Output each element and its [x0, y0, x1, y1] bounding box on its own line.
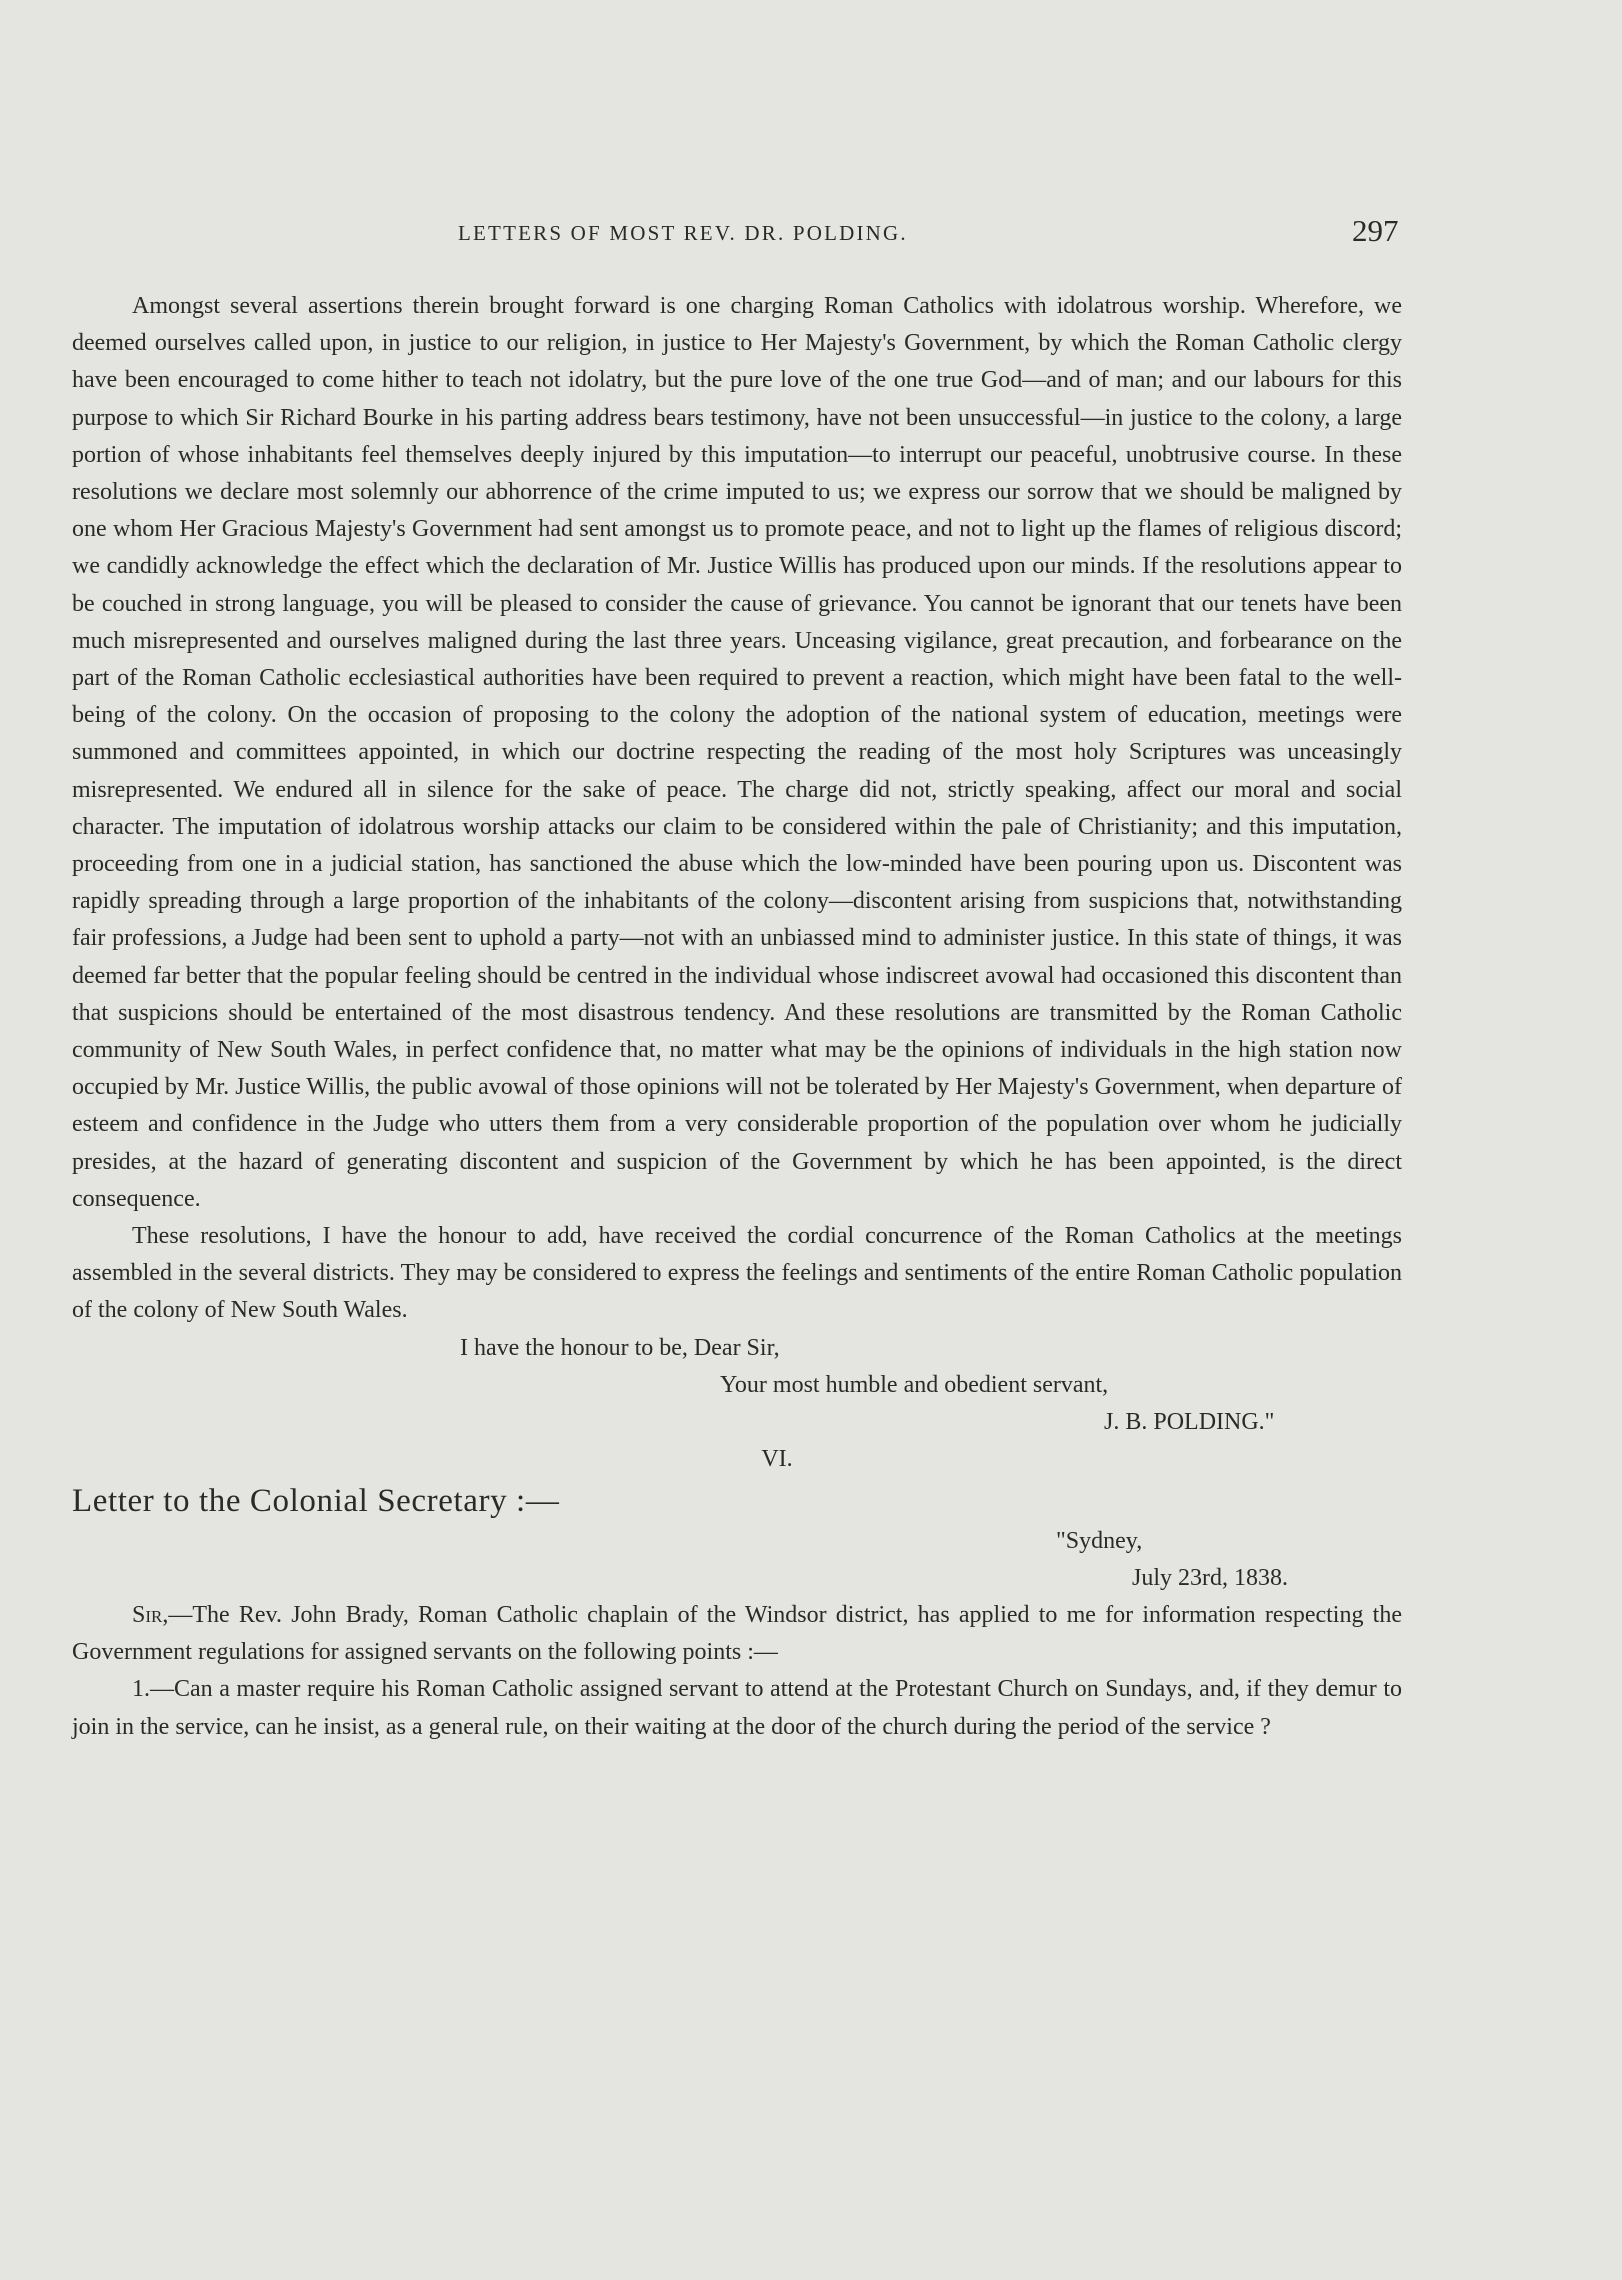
page-header	[0, 213, 1622, 253]
letter-date: July 23rd, 1838.	[1132, 1564, 1288, 1591]
signature: J. B. POLDING."	[1104, 1409, 1275, 1436]
letter-heading: Letter to the Colonial Secretary :—	[72, 1482, 560, 1519]
letter-point-1: 1.—Can a master require his Roman Catholic assigned servant to attend at the Protestant Church on Sundays, and, if they demur to join in the service, can he insist, as a general rule, on their waiting at the door of the church during the period of the service ?	[72, 1676, 1402, 1740]
salutation: Sir,	[132, 1601, 169, 1628]
section-numeral: VI.	[761, 1446, 793, 1473]
running-title: LETTERS OF MOST REV. DR. POLDING.	[458, 221, 908, 245]
page-number: 297	[1352, 213, 1399, 248]
body-paragraph-2: These resolutions, I have the honour to add, have received the cordial concurrence of the Roman Catholics at the meetings assembled in the several districts. They may be considered to express the feelings and sentiments of the entire Roman Catholic population of the colony of New South Wales.	[72, 1223, 1402, 1324]
letter-paragraph-1	[72, 1597, 1402, 1671]
closing-line-2: Your most humble and obedient servant,	[720, 1371, 1109, 1398]
letter-paragraph-1-text: —The Rev. John Brady, Roman Catholic chaplain of the Windsor district, has applied to me for information respecting the Government regulations for assigned servants on the following points :—	[72, 1601, 1402, 1666]
letter-place: "Sydney,	[1056, 1527, 1143, 1554]
body-paragraph-1: Amongst several assertions therein brought forward is one charging Roman Catholics with idolatrous worship. Wherefore, we deemed ourselves called upon, in justice to our religion, in justice to Her Majesty's Government, by which the Roman Catholic clergy have been encouraged to come hither to teach not idolatry, but the pure love of the one true God—and of man; and our labours for this purpose to which Sir Richard Bourke in his parting address bears testimony, have not been unsuccessful—in justice to the colony, a large portion of whose inhabitants feel themselves deeply injured by this imputation—to interrupt our peaceful, unobtrusive course. In these resolutions we declare most solemnly our abhorrence of the crime imputed to us; we express our sorrow that we should be maligned by one whom Her Gracious Majesty's Government had sent amongst us to promote peace, and not to light up the flames of religious discord; we candidly acknowledge the effect which the declaration of Mr. Justice Willis has produced upon our minds. If the resolutions appear to be couched in strong language, you will be pleased to consider the cause of grievance. You cannot be ignorant that our tenets have been much misrepresented and ourselves maligned during the last three years. Unceasing vigilance, great precaution, and forbearance on the part of the Roman Catholic ecclesiastical authorities have been required to prevent a reaction, which might have been fatal to the well-being of the colony. On the occasion of proposing to the colony the adoption of the national system of education, meetings were summoned and committees appointed, in which our doctrine respecting the reading of the most holy Scriptures was unceasingly misrepresented. We endured all in silence for the sake of peace. The charge did not, strictly speaking, affect our moral and social character. The imputation of idolatrous worship attacks our claim to be considered within the pale of Christianity; and this imputation, proceeding from one in a judicial station, has sanctioned the abuse which the low-minded have been pouring upon us. Discontent was rapidly spreading through a large proportion of the inhabitants of the colony—discontent arising from suspicions that, notwithstanding fair professions, a Judge had been sent to uphold a party—not with an unbiassed mind to administer justice. In this state of things, it was deemed far better that the popular feeling should be centred in the individual whose indiscreet avowal had occasioned this discontent than that suspicions should be entertained of the most disastrous tendency. And these resolutions are transmitted by the Roman Catholic community of New South Wales, in perfect confidence that, no matter what may be the opinions of individuals in the high station now occupied by Mr. Justice Willis, the public avowal of those opinions will not be tolerated by Her Majesty's Government, when departure of esteem and confidence in the Judge who utters them from a very considerable proportion of the population over whom he judicially presides, at the hazard of generating discontent and suspicion of the Government by which he has been appointed, is the direct consequence.	[72, 293, 1402, 1212]
body-text	[72, 288, 1402, 1746]
closing-line-1: I have the honour to be, Dear Sir,	[460, 1334, 780, 1361]
